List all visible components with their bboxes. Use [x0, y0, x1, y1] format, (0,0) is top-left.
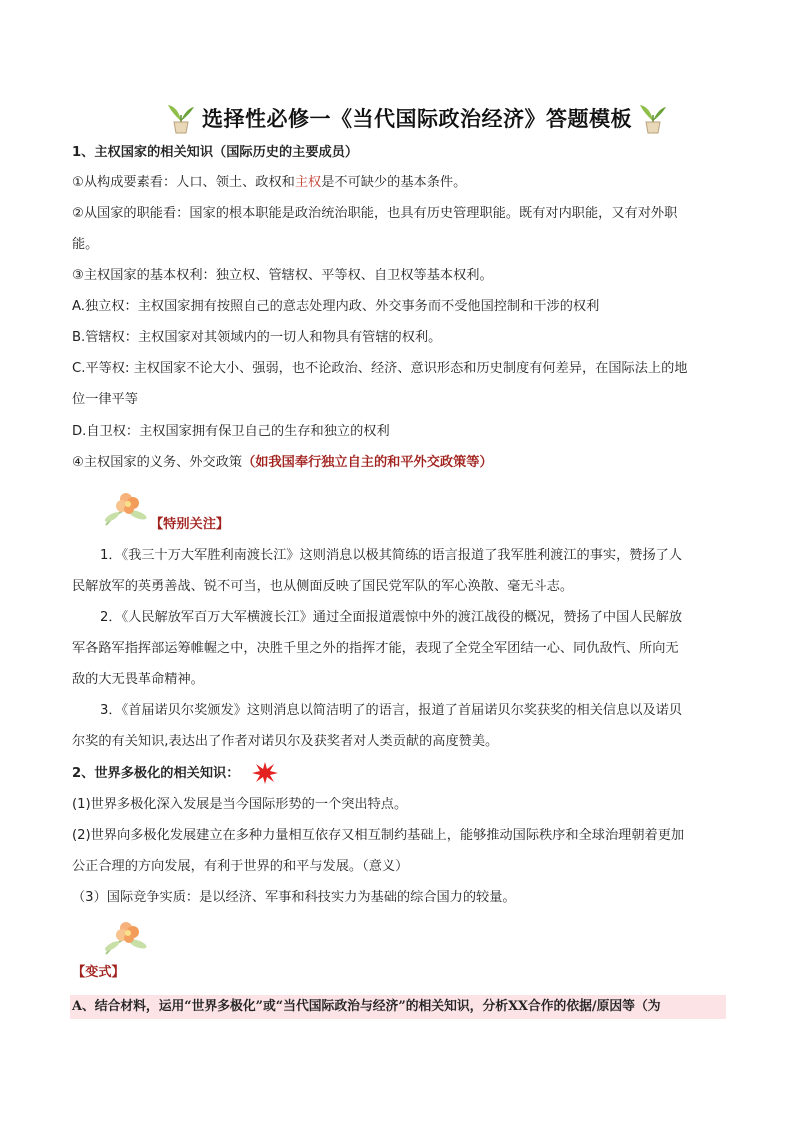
- special-p2-line1: 2．《人民解放军百万大军横渡长江》通过全面报道震惊中外的渡江战役的概况，赞扬了中国人民解放: [100, 610, 683, 625]
- item1-text: ①从构成要素看：人口、领土、政权和: [72, 175, 295, 190]
- right-d: D.自卫权：主权国家拥有保卫自己的生存和独立的权利: [72, 424, 390, 439]
- special-heading: 【特别关注】: [150, 517, 230, 532]
- section1-item4: [72, 453, 732, 473]
- flower-icon: [100, 485, 152, 529]
- section2-item3: （3）国际竞争实质：是以经济、军事和科技实力为基础的综合国力的较量。: [72, 890, 516, 905]
- right-c-line1: C.平等权: 主权国家不论大小、强弱，也不论政治、经济、意识形态和历史制度有何差异，在国际法上的地: [72, 361, 688, 376]
- potted-plant-icon: [636, 101, 670, 135]
- special-p1-line1: 1．《我三十万大军胜利南渡长江》这则消息以极其简练的语言报道了我军胜利渡江的事实，赞扬了人: [100, 548, 683, 563]
- item1-highlight: 主权: [294, 175, 322, 190]
- flower-icon: [100, 914, 152, 958]
- section2-item1: (1)世界多极化深入发展是当今国际形势的一个突出特点。: [72, 797, 408, 812]
- potted-plant-icon: [164, 101, 198, 135]
- special-p1-line2: 民解放军的英勇善战、锐不可当，也从侧面反映了国民党军队的军心涣散、毫无斗志。: [72, 579, 574, 594]
- document-title: 选择性必修一《当代国际政治经济》答题模板: [202, 106, 632, 131]
- special-p2-line2: 军各路军指挥部运筹帷幄之中，决胜千里之外的指挥才能，表现了全党全军团结一心、同仇敌忾、所向无: [72, 641, 679, 656]
- section2-item2-line2: 公正合理的方向发展，有利于世界的和平与发展。（意义）: [72, 859, 409, 874]
- variant-heading: 【变式】: [72, 965, 125, 980]
- item1-text-end: 是不可缺少的基本条件。: [321, 175, 467, 190]
- item4-text: ④主权国家的义务、外交政策: [72, 455, 243, 470]
- item4-highlight: （如我国奉行独立自主的和平外交政策等）: [242, 455, 493, 470]
- section1-item3: ③主权国家的基本权利：独立权、管辖权、平等权、自卫权等基本权利。: [72, 268, 493, 283]
- special-p3-line1: 3．《首届诺贝尔奖颁发》这则消息以简洁明了的语言，报道了首届诺贝尔奖获奖的相关信息以及诺贝: [100, 703, 683, 718]
- special-p3-line2: 尔奖的有关知识,表达出了作者对诺贝尔及获奖者对人类贡献的高度赞美。: [72, 734, 499, 749]
- section1-item2-line2: 能。: [72, 237, 99, 252]
- special-p2-line3: 敌的大无畏革命精神。: [72, 672, 204, 687]
- right-c-line2: 位一律平等: [72, 392, 138, 407]
- right-a: A.独立权：主权国家拥有按照自己的意志处理内政、外交事务而不受他国控制和干涉的权利: [72, 299, 600, 314]
- section1-heading: 1、主权国家的相关知识（国际历史的主要成员）: [72, 145, 359, 160]
- right-b: B.管辖权：主权国家对其领域内的一切人和物具有管辖的权利。: [72, 330, 442, 345]
- section2-item2-line1: (2)世界向多极化发展建立在多种力量相互依存又相互制约基础上，能够推动国际秩序和全球治理朝着更加: [72, 828, 685, 843]
- section2-heading: 2、世界多极化的相关知识：: [72, 766, 240, 781]
- section1-item1: [72, 173, 732, 193]
- document-title-row: [0, 101, 794, 140]
- section1-item2-line1: ②从国家的职能看：国家的根本职能是政治统治职能，也具有历史管理职能。既有对内职能，又有对外职: [72, 206, 678, 221]
- starburst-icon: [252, 762, 278, 784]
- variant-line-a: A、结合材料，运用“世界多极化”或“当代国际政治与经济”的相关知识，分析XX合作的依据/原因等（为: [72, 999, 661, 1014]
